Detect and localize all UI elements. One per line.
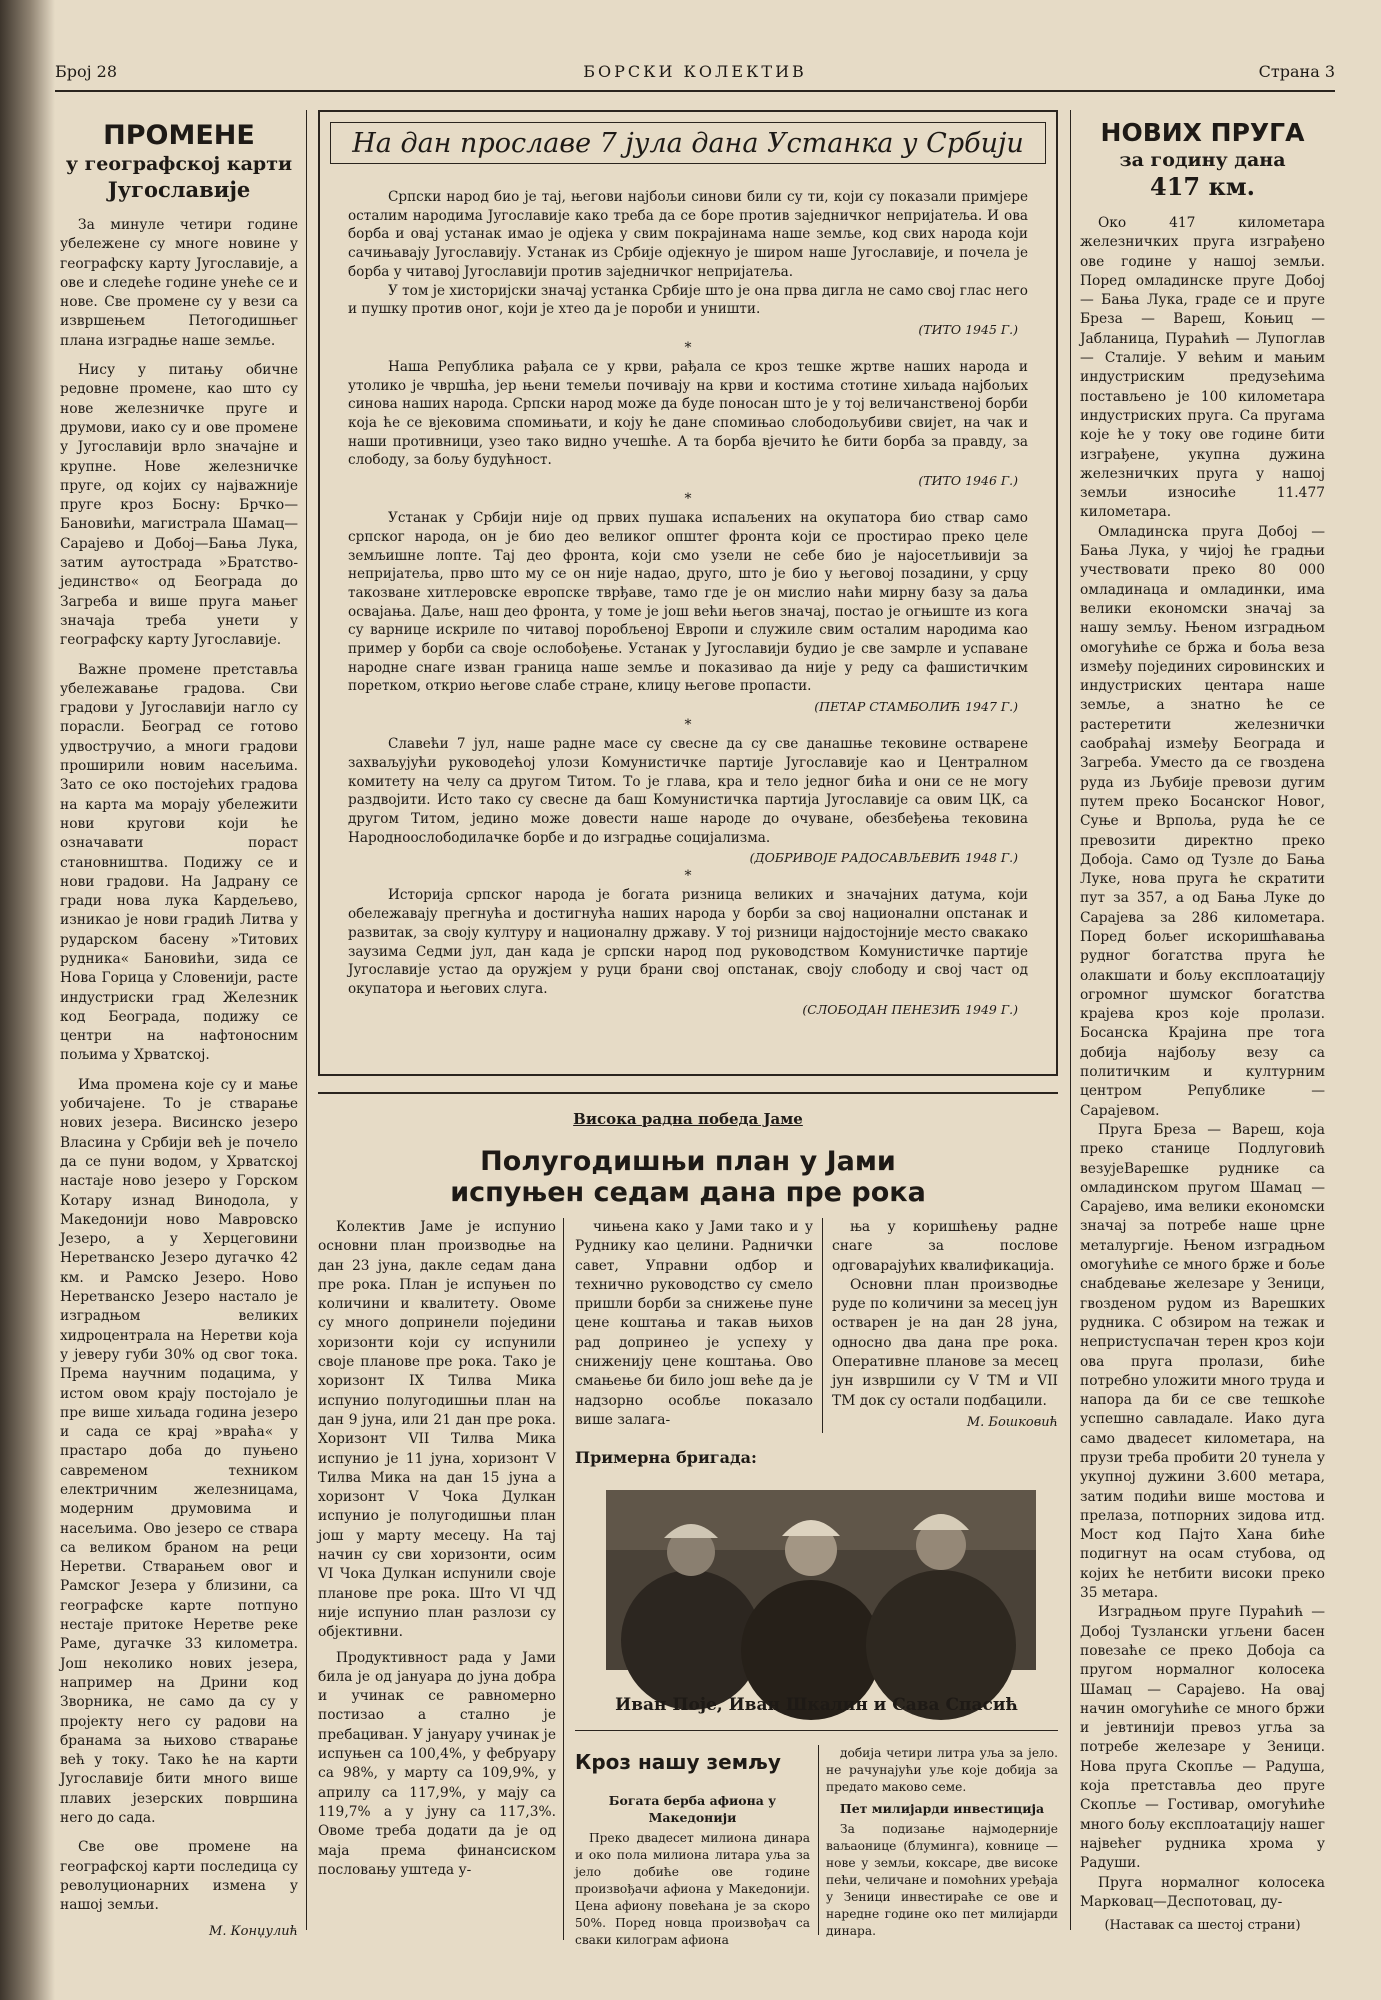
middle-article-kicker: Висока радна победа Јаме — [573, 1110, 803, 1128]
quote-attribution: (СЛОБОДАН ПЕНЕЗИЋ 1949 Г.) — [802, 1001, 1018, 1017]
kroz-paragraph: За подизање најмодерније ваљаонице (блуминга), ковнице — нове у земљи, коксаре, две високе пећи, челичане и помоћних уређаја у Зеници инвестираће се ове и наредне године око пет милијарди динара. — [826, 1822, 1058, 1938]
left-article-paragraph: Важне промене претставља убележавање градова. Сви градови у Југославији нагло су порасли. Београд се готово удвостручио, а многи градови проширили новим насељима. Зато се око постојећих градова на карта ма морају убележити нови кругови који ће означавати пораст становништва. Подижу се и нови градови. На Јадрану се гради нова лука Кардељево, изникао је нови градић Литва у рударском басену »Титових рудника« Бановићи, зида се Нова Горица у Словенији, расте индустриски град Железник код Београда, подижу се центри на нафтоносним пољима у Хрватској. — [60, 661, 298, 1064]
left-article-subtitle-2: Југославије — [107, 177, 251, 202]
quote-paragraph: Славећи 7 јул, наше радне масе су свесне да су све данашње тековине остварене захваљујући руководећој улози Комунистичке партије Југославије као и Централном комитету на челу са другом Титом. То је глава, кра и тело једног бића и они се не могу раздвојити. Исто тако су свесне да баш Комунистичка партија Југославије са овим ЦК, са другом Титом, једино може довести наше народе до очуване, обезбеђења тековина Народноослободилачке борбе и до изградње социјализма. — [348, 736, 1028, 846]
header-rule — [55, 90, 1335, 92]
middle-article-column-1 — [318, 1218, 556, 1940]
box-body — [348, 188, 1028, 1020]
brigade-photo — [606, 1490, 1036, 1670]
section-divider-star: * — [684, 339, 692, 356]
kroz-subheading: Богата бербa афиона у Македонији — [608, 1793, 777, 1825]
caption-rule — [575, 1730, 1058, 1731]
column-rule-mid-2 — [822, 1218, 823, 1433]
section-rule — [318, 1092, 1058, 1094]
quote-paragraph: Српски народ био је тај, његови најбољи синови били су ти, који су показали примјере осталим народима Југославије како треба да се боре против заједничког непријатеља. И ова борба и овај устанак имао је одјека у свим покрајинама наше земље, код свих народа који сачињавају Југославију. Устанак из Србије одјекнуо је широм наше Југославије, и почела је борба у читавој Југославији против заједничког непријатеља. — [348, 189, 1028, 280]
section-divider-star: * — [684, 868, 692, 885]
column-rule-right — [1070, 110, 1071, 1930]
left-article-subtitle: у географској карти — [65, 153, 293, 175]
kroz-article-column-1 — [575, 1788, 810, 1947]
issue-number: Број 28 — [55, 62, 118, 81]
column-rule-left — [306, 110, 307, 1930]
box-title: На дан прославе 7 јула дана Устанка у Србији — [330, 122, 1046, 164]
right-article-paragraph: Око 417 километара железничких пруга изграђено ове године у нашој земљи. Поред омладинске пруге Добој — Бања Лука, граде се и пруге Бреза — Вареш, Коњиц — Јабланица, Пураћић — Лупоглав — Сталије. У већим и мањим индустриским предузећима постављено је 100 километара индустриских пруга. Са пругама које ће у току ове године бити изграђене, укупна дужина железничких пруга у нашој земљи износиће 11.477 километара. — [1080, 215, 1325, 521]
column-rule-mid — [563, 1218, 564, 1940]
middle-article-signature: М. Бошковић — [966, 1414, 1058, 1430]
left-article — [60, 120, 298, 1940]
quote-paragraph: Устанак у Србији није од првих пушака испаљених на окупатора био ствар само српског народа, он је био део великог општег фронта који се простирао преко целе земљишне лопте. Тај део фронта, који смо узели не себе био је најосетљивији за непријатеља, прво што му се он није надао, друго, што је био у његовој позадини, у срцу такозване хитлеровске европске тврђаве, тамо где је он мислио наћи мирну базу за даља освајања. Даље, наш део фронта, у томе је још већи његов значај, постао је огњиште из кога су варнице искриле по читавој поробљеној Европи и служиле свим осталим народима као пример у борби са своје ослобођење. Устанак у Југославији будио је све замрле и успаване народне снаге изван граница наше земље и показивао да није у реду са фашистичким поретком, открио његове слабе стране, клицу његове пропасти. — [348, 510, 1028, 695]
continuation-note: (Наставак са шестој страни) — [1104, 1918, 1301, 1934]
page-header — [55, 62, 1335, 84]
middle-article-paragraph: Продуктивност рада у Јами била је од јануара до јуна добра и учинак се равномерно постизао а стално је пребациван. У јануару учинак је испуњен са 100,4%, у фебруару са 98%, у марту са 109,9%, у априлу са 117,9%, у мају са 119,7% а у јуну са 117,3%. Овоме треба додати да је од маја према финансиском пословању уштеда у- — [318, 1649, 556, 1878]
right-article-paragraph: Пруга нормалног колосека Марковац—Деспотовац, ду- — [1080, 1874, 1325, 1910]
right-article — [1080, 118, 1325, 1934]
quote-attribution: (ПЕТАР СТАМБОЛИЋ 1947 Г.) — [814, 699, 1018, 715]
left-article-paragraph: Нису у питању обичне редовне промене, као што су нове железничке пруге и друмови, иако су и ове промене у Југославији врло значајне и крупне. Нове железничке пруге, од којих су најважније пруге кроз Босну: Брчко—Бановићи, магистрала Шамац—Сарајево и Добој—Бања Лука, затим аутострада »Братство-јединство« од Београда до Загреба и више пруга мањег значаја треба унети у географску карту Југославије. — [60, 362, 298, 649]
middle-article-column-3 — [832, 1218, 1058, 1443]
quote-attribution: (ТИТО 1946 Г.) — [918, 473, 1018, 489]
quote-paragraph: Наша Република рађала се у крви, рађала се кроз тешке жртве наших народа и утолико је чвршћа, јер њени темељи почивају на крви и костима стотине хиљада најбољих синова наших народа. Српски народ може да буде поносан што је у тој величанственој борби која ће се вјековима спомињати, и коју ће дане спомињао слободољубиви свијет, на чак и наши противници, узео тако видно учешће. А та борба вјечито ће бити борба за правду, за слободу, за бољу будућност. — [348, 358, 1028, 469]
left-article-paragraph: Има промена које су и мање уобичајене. То је стварање нових језера. Висинско језеро Власина у Србији већ је почело да се пуни водом, у Хрватској настаје ново језеро у Горском Котару изнад Винодола, у Македонији ново Мавровско Језеро, а у Херцеговини Неретванско Језеро дугачко 42 км. и Рамско Језеро. Ново Неретванско Језеро настало је изградњом великих хидроцентрала на Неретви која у јеверу губи 30% од свог тока. Према научним подацима, у истом овом крају постојало је пре више хиљада година језеро и сада се крај »враћа« у прастаро доба до пуњено савременом техником електричним железницама, модерним друмовима и насељима. Ово језеро се ствара са великом браном на реци Неретви. Стварањем овог и Рамског Језера у близини, са географске карте потпуно нестаје притоке Неретве реке Раме, дугачке 33 километра. Још неколико нових језера, например на Дрини код Зворника, не само да су у пројекту него су радови на бранама за њихово стварање већ у току. Тако ће на карти Југославије бити много више плавих језерских површина него до сада. — [60, 1076, 298, 1827]
quote-attribution: (ДОБРИВОЈЕ РАДОСАВЉЕВИЋ 1948 Г.) — [749, 850, 1018, 866]
newspaper-name: БОРСКИ КОЛЕКТИВ — [583, 62, 807, 81]
right-article-subtitle: за годину дана — [1119, 149, 1286, 171]
kroz-subheading: Пет милијарди инвестиција — [839, 1801, 1045, 1816]
quote-attribution: (ТИТО 1945 Г.) — [918, 321, 1018, 337]
right-article-paragraph: Пруга Бреза — Вареш, која преко станице Подлуговић везујеВарешке руднике са омладинском пругом Шамац — Сарајево, има велики економски значај за потребе наше црне металургије. Њеном изградњом омогућиће се много брже и боље снабдевање железаре у Зеници, гвозденом рудом из Варешких рудника. С обзиром на тежак и непристуспачан терен кроз који ова пруга пролази, биће потребно уложити много труда и напора да би се све тешкоће успешно савладале. Иако дуга само двадесет километара, на прузи треба пробити 20 тунела у укупној дужини 3.600 метара, затим подићи више мостова и прелаза, потпорних зидова итд. Мост код Пајто Хана биће подигнут на осам стубова, од којих ће нетбити високи преко 35 метара. — [1080, 1121, 1325, 1602]
middle-article-headline — [318, 1146, 1058, 1208]
column-rule-kroz — [818, 1745, 819, 1935]
middle-article-paragraph: Колектив Јаме је испунио основни план производње на дан 23 јуна, дакле седам дана пре рока. План је испуњен по количини и квалитету. Овоме су много допринели поједини хоризонти који су испунили своје планове пре рока. Тако је хоризонт IX Тилва Мика испунио полугодишњи план на дан 9 јуна, или 21 дан пре рока. Хоризонт VII Тилва Мика испунио је 11 јуна, хоризонт V Тилва Мика на дан 15 јуна а хоризонт V Чока Дулкан испунио је полугодишњи план још у марту месецу. На тај начин су сви хоризонти, осим VI Чока Дулкан испунили своје планове пре рока. Што VI ЧД није испунио план разлози су објективни. — [318, 1219, 556, 1641]
uprising-day-box — [318, 110, 1058, 1076]
left-article-title: ПРОМЕНЕ — [103, 120, 255, 151]
right-article-subtitle-2: 417 км. — [1150, 172, 1255, 201]
brigade-heading: Примерна бригада: — [575, 1448, 757, 1467]
left-article-paragraph: За минуле четири године убележене су многе новине у географску карту Југославије, а ове и следеће године унеће се и нове. Све промене су у вези са извршењем Петогодишњег плана изградње наше земље. — [60, 217, 298, 349]
left-article-paragraph: Све ове промене на географској карти последица су револуционарних измена у нашој земљи. — [60, 1839, 298, 1914]
section-divider-star: * — [684, 491, 692, 508]
middle-article-paragraph: Основни план производње руде по количини за месец јун остварен је на дан 28 јуна, односно два дана пре рока. Оперативне планове за месец јун извршили су V ТМ и VII ТМ док су остали подбацили. — [832, 1276, 1058, 1409]
kroz-paragraph: добија четири литра уља за јело. не рачунајући уље које добија за предато маково семе. — [826, 1746, 1058, 1794]
section-divider-star: * — [684, 717, 692, 734]
kroz-article-column-2 — [826, 1745, 1058, 1938]
headline-line-2: испуњен седам дана пре рока — [450, 1177, 926, 1208]
middle-article-paragraph: ња у коришћењу радне снаге за послове одговарајућих квалификација. — [832, 1219, 1058, 1274]
page-binding-shadow — [0, 0, 55, 2000]
kroz-article-title: Кроз нашу земљу — [575, 1750, 781, 1774]
quote-paragraph: Историја српског народа је богата ризница великих и значајних датума, који обележавају прегнућа и достигнућа наших народа у борби за свој национални опстанак и развитак, за своју културу и националну државу. У тој ризници најдостојније место свакако заузима Седми јул, дан када је српски народ под руководством Комунистичке партије Југославије устао да оружјем у руци брани свој опстанак, своју слободу и свој част од окупатора и његових слуга. — [348, 887, 1028, 997]
photo-caption: Иван Поје, Иван Шкалин и Сава Спасић — [615, 1695, 1018, 1715]
miners-photo-illustration — [606, 1490, 1036, 1670]
middle-article-column-2 — [575, 1218, 813, 1433]
right-article-title: НОВИХ ПРУГА — [1100, 118, 1305, 147]
headline-line-1: Полугодишњи план у Јами — [480, 1146, 896, 1177]
middle-article-paragraph: чињена како у Јами тако и у Руднику као целини. Раднички савет, Управни одбор и технично руководство су смело пришли борби за снижење пуне цене коштања и такав њихов рад допринео је успеху у сниженију цене коштања. Ово смањење би било још веће да је надзорно особље показало више залага- — [575, 1219, 813, 1428]
right-article-paragraph: Изградњом пруге Пураћић — Добој Тузлански угљени басен повезаће се преко Добоја са пругом нормалног колосека Шамац — Сарајево. На овај начин омогућиће се много бржи и јевтинији превоз угља за потребе железаре у Зеници. Нова пруга Скопље — Радуша, која претставља део пруге Скопље — Гостивар, омогућиће много бољу експлоатацију нашег највећег рудника хрома у Радуши. — [1080, 1604, 1325, 1872]
quote-paragraph: У том је хисторијски значај устанка Србије што је она прва дигла не само свој глас него и пушку против оног, који је хтео да је пороби и уништи. — [348, 282, 1028, 318]
left-article-signature: М. Конџулић — [209, 1923, 298, 1939]
page-number: Страна 3 — [1258, 62, 1335, 81]
right-article-paragraph: Омладинска пруга Добој — Бања Лука, у чијој ће градњи учествовати преко 80 000 омладинаца и омладинки, има велики економски значај за нашу земљу. Њеном изградњом омогућиће се бржа и боља веза између појединих сировинских и индустриских центара наше земље, а знатно ће се растеретити железнички саобраћај између Београда и Загреба. Уместо да се гвоздена руда из Љубије превози дугим путем преко Босанског Новог, Суње и Врпоља, руда ће се превозити директно преко Добоја. Само од Тузле до Бања Луке, нова пруга ће скратити пут за 357, а од Бања Луке до Сарајева за 286 километара. Поред бољег искоришћавања рудног богатства пруга ће олакшати и бољу експлоатацију огромног шумског богатства крајева кроз које пролази. Босанска Крајина пре тога добија најбољу везу са политичким и културним центром Републике — Сарајевом. — [1080, 523, 1325, 1119]
kroz-paragraph: Преко двадесет милиона динара и око пола милиона литара уља за јело добиће ове године произвођачи афиона у Македонији. Цена афиону повећана је за скоро 50%. Поред новца произвођач са сваки килограм афиона — [575, 1831, 810, 1947]
